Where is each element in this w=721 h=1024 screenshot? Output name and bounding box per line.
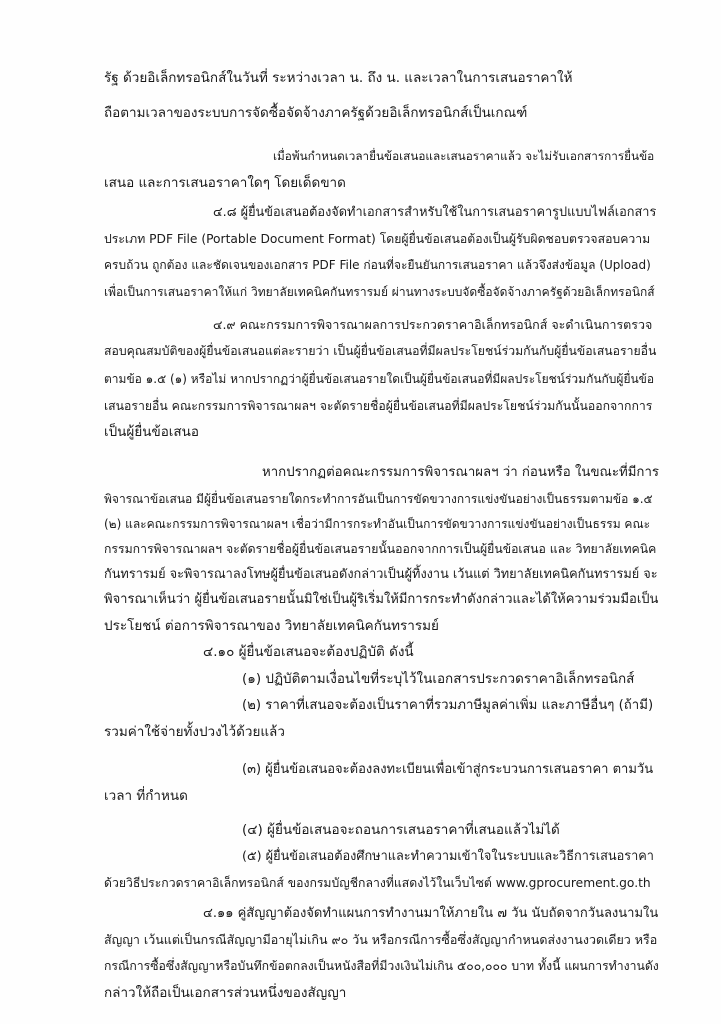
text-line: รัฐ ด้วยอิเล็กทรอนิกส์ในวันที่ ระหว่างเวลา น. ถึง น. และเวลาในการเสนอราคาให้	[104, 70, 573, 86]
text-line: เพื่อเป็นการเสนอราคาให้แก่ วิทยาลัยเทคนิคกันทรารมย์ ผ่านทางระบบจัดซื้อจัดจ้างภาครัฐด้วยอิเล็กทรอนิกส์	[104, 285, 655, 299]
text-line: เสนอรายอื่น คณะกรรมการพิจารณาผลฯ จะตัดรายชื่อผู้ยื่นข้อเสนอที่มีผลประโยชน์ร่วมกันนั้นออกจากการ	[104, 399, 653, 413]
text-line: ครบถ้วน ถูกต้อง และชัดเจนของเอกสาร PDF File ก่อนที่จะยืนยันการเสนอราคา แล้วจึงส่งข้อมูล (Upload)	[104, 258, 651, 272]
text-line: รวมค่าใช้จ่ายทั้งปวงไว้ด้วยแล้ว	[104, 724, 285, 740]
text-line: กรรมการพิจารณาผลฯ จะตัดรายชื่อผู้ยื่นข้อเสนอรายนั้นออกจากการเป็นผู้ยื่นข้อเสนอ และ วิทยาลัยเทคนิค	[104, 542, 657, 556]
list-item: (๒) ราคาที่เสนอจะต้องเป็นราคาที่รวมภาษีมูลค่าเพิ่ม และภาษีอื่นๆ (ถ้ามี)	[242, 698, 654, 713]
text-line: หากปรากฏต่อคณะกรรมการพิจารณาผลฯ ว่า ก่อนหรือ ในขณะที่มีการ	[262, 465, 660, 480]
text-line: ด้วยวิธีประกวดราคาอิเล็กทรอนิกส์ ของกรมบัญชีกลางที่แสดงไว้ในเว็บไซต์ www.gprocurement.go.th	[104, 876, 651, 890]
text-line: พิจารณาเห็นว่า ผู้ยื่นข้อเสนอรายนั้นมิใช่เป็นผู้ริเริ่มให้มีการกระทำดังกล่าวและได้ให้ความร่วมมือเป็น	[104, 592, 659, 607]
text-line: ประเภท PDF File (Portable Document Format) โดยผู้ยื่นข้อเสนอต้องเป็นผู้รับผิดชอบตรวจสอบความ	[104, 232, 651, 246]
section-4-8: ๔.๘ ผู้ยื่นข้อเสนอต้องจัดทำเอกสารสำหรับใช้ในการเสนอราคารูปแบบไฟล์เอกสาร	[213, 205, 657, 220]
text-line: กรณีการซื้อซึ่งสัญญาหรือบันทึกข้อตกลงเป็นหนังสือที่มีวงเงินไม่เกิน ๕๐๐,๐๐๐ บาท ทั้งนี้ แผนการทำงานดัง	[104, 959, 659, 973]
text-line: ประโยชน์ ต่อการพิจารณาของ วิทยาลัยเทคนิคกันทรารมย์	[104, 618, 439, 634]
list-item: (๕) ผู้ยื่นข้อเสนอต้องศึกษาและทำความเข้าใจในระบบและวิธีการเสนอราคา	[242, 849, 654, 864]
text-line: (๒) และคณะกรรมการพิจารณาผลฯ เชื่อว่ามีการกระทำอันเป็นการขัดขวางการแข่งขันอย่างเป็นธรรม คณะ	[104, 517, 651, 531]
list-item: (๑) ปฏิบัติตามเงื่อนไขที่ระบุไว้ในเอกสารประกวดราคาอิเล็กทรอนิกส์	[242, 671, 635, 687]
list-item: (๓) ผู้ยื่นข้อเสนอจะต้องลงทะเบียนเพื่อเข้าสู่กระบวนการเสนอราคา ตามวัน	[242, 762, 654, 777]
text-line: ถือตามเวลาของระบบการจัดซื้อจัดจ้างภาครัฐด้วยอิเล็กทรอนิกส์เป็นเกณฑ์	[104, 105, 528, 121]
text-line: สัญญา เว้นแต่เป็นกรณีสัญญามีอายุไม่เกิน ๙๐ วัน หรือกรณีการซื้อซึ่งสัญญากำหนดส่งงานงวดเดียว หรือ	[104, 932, 658, 947]
text-line: เสนอ และการเสนอราคาใดๆ โดยเด็ดขาด	[104, 175, 346, 191]
text-line: กล่าวให้ถือเป็นเอกสารส่วนหนึ่งของสัญญา	[104, 985, 347, 1001]
text-line: เมื่อพ้นกำหนดเวลายื่นข้อเสนอและเสนอราคาแล้ว จะไม่รับเอกสารการยื่นข้อ	[273, 149, 655, 163]
text-line: ตามข้อ ๑.๕ (๑) หรือไม่ หากปรากฏว่าผู้ยื่นข้อเสนอรายใดเป็นผู้ยื่นข้อเสนอที่มีผลประโยชน์ร่วมกันกับผู้ยื่นข้อ	[104, 372, 655, 386]
text-line: กันทรารมย์ จะพิจารณาลงโทษผู้ยื่นข้อเสนอดังกล่าวเป็นผู้ทิ้งงาน เว้นแต่ วิทยาลัยเทคนิคกันทรารมย์ จะ	[104, 567, 658, 582]
section-4-10: ๔.๑๐ ผู้ยื่นข้อเสนอจะต้องปฏิบัติ ดังนี้	[203, 644, 414, 660]
section-4-11: ๔.๑๑ คู่สัญญาต้องจัดทำแผนการทำงานมาให้ภายใน ๗ วัน นับถัดจากวันลงนามใน	[203, 906, 659, 921]
text-line: พิจารณาข้อเสนอ มีผู้ยื่นข้อเสนอรายใดกระทำการอันเป็นการขัดขวางการแข่งขันอย่างเป็นธรรมตามข้อ ๑.๕	[104, 492, 653, 506]
section-4-9: ๔.๙ คณะกรรมการพิจารณาผลการประกวดราคาอิเล็กทรอนิกส์ จะดำเนินการตรวจ	[213, 317, 653, 332]
text-line: เป็นผู้ยื่นข้อเสนอ	[104, 424, 199, 440]
text-line: เวลา ที่กำหนด	[104, 788, 188, 804]
text-line: สอบคุณสมบัติของผู้ยื่นข้อเสนอแต่ละรายว่า เป็นผู้ยื่นข้อเสนอที่มีผลประโยชน์ร่วมกันกับผู้ยื่นข้อเสนอรายอื่น	[104, 344, 657, 358]
list-item: (๔) ผู้ยื่นข้อเสนอจะถอนการเสนอราคาที่เสนอแล้วไม่ได้	[242, 822, 560, 838]
